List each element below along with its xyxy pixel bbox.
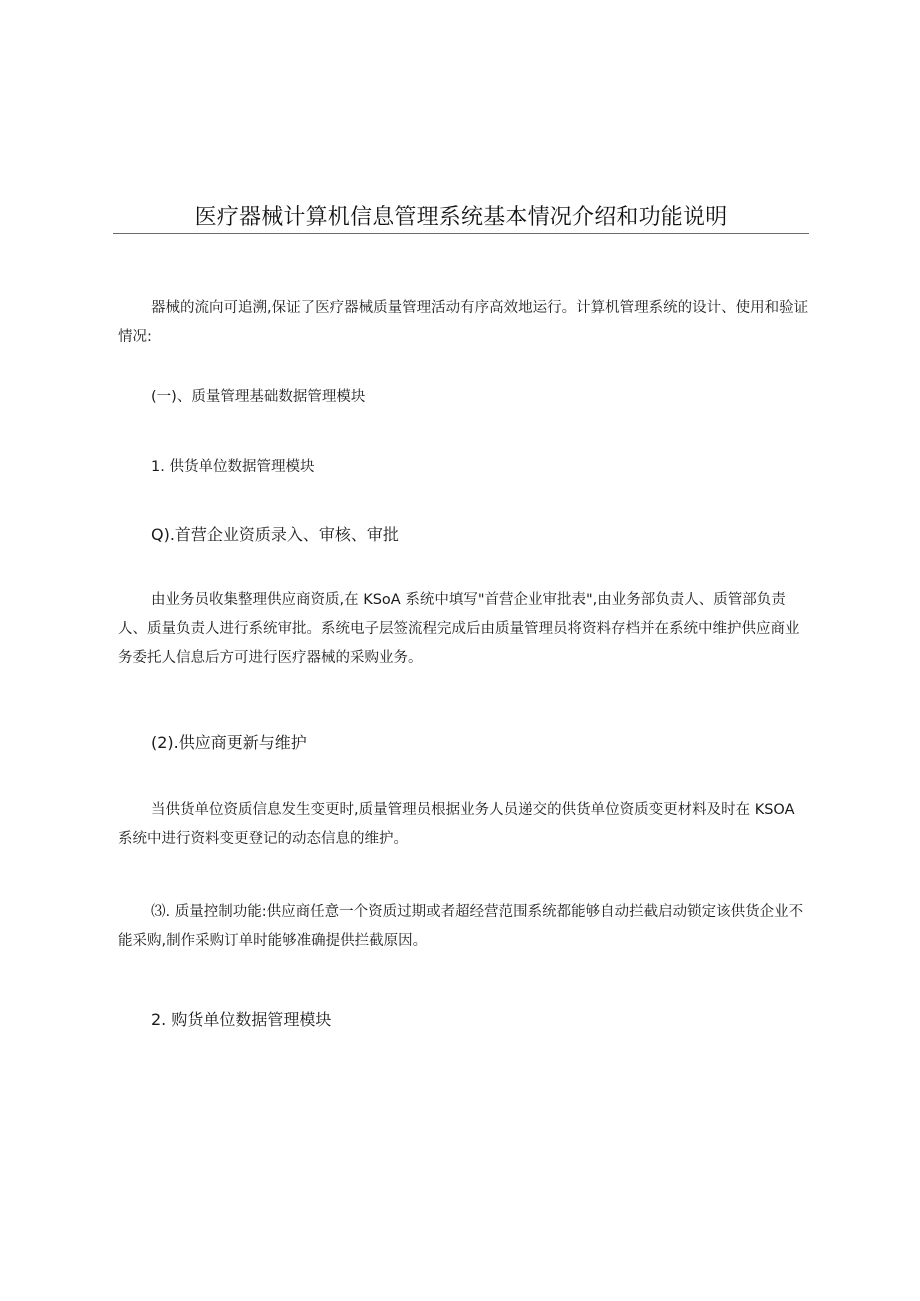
document-title: 医疗器械计算机信息管理系统基本情况介绍和功能说明	[194, 205, 728, 230]
item-3-paragraph	[118, 898, 810, 956]
subsection-heading-2: 2. 购货单位数据管理模块	[151, 1010, 332, 1029]
item-1-paragraph	[118, 586, 810, 673]
item-2-heading: (2).供应商更新与维护	[151, 733, 307, 752]
intro-paragraph	[118, 294, 810, 352]
intro-text: 器械的流向可追溯,保证了医疗器械质量管理活动有序高效地运行。计算机管理系统的设计、使用和验证情况:	[118, 300, 809, 345]
item-2-text: 当供货单位资质信息发生变更时,质量管理员根据业务人员递交的供货单位资质变更材料及时在 KSOA 系统中进行资料变更登记的动态信息的维护。	[118, 802, 795, 847]
title-block	[113, 205, 809, 234]
subsection-heading-1: 1. 供货单位数据管理模块	[151, 459, 315, 475]
item-3-text: ⑶. 质量控制功能:供应商任意一个资质过期或者超经营范围系统都能够自动拦截启动锁定该供货企业不能采购,制作采购订单时能够准确提供拦截原因。	[118, 904, 804, 949]
item-1-text: 由业务员收集整理供应商资质,在 KSoA 系统中填写"首营企业审批表",由业务部负责人、质管部负责人、质量负责人进行系统审批。系统电子层签流程完成后由质量管理员将资料存档并在系统中维护供应商业务委托人信息后方可进行医疗器械的采购业务。	[118, 592, 800, 666]
section-heading-1: (一)、质量管理基础数据管理模块	[151, 389, 366, 405]
item-1-heading: Q).首营企业资质录入、审核、审批	[151, 525, 399, 544]
item-2-paragraph	[118, 796, 810, 854]
